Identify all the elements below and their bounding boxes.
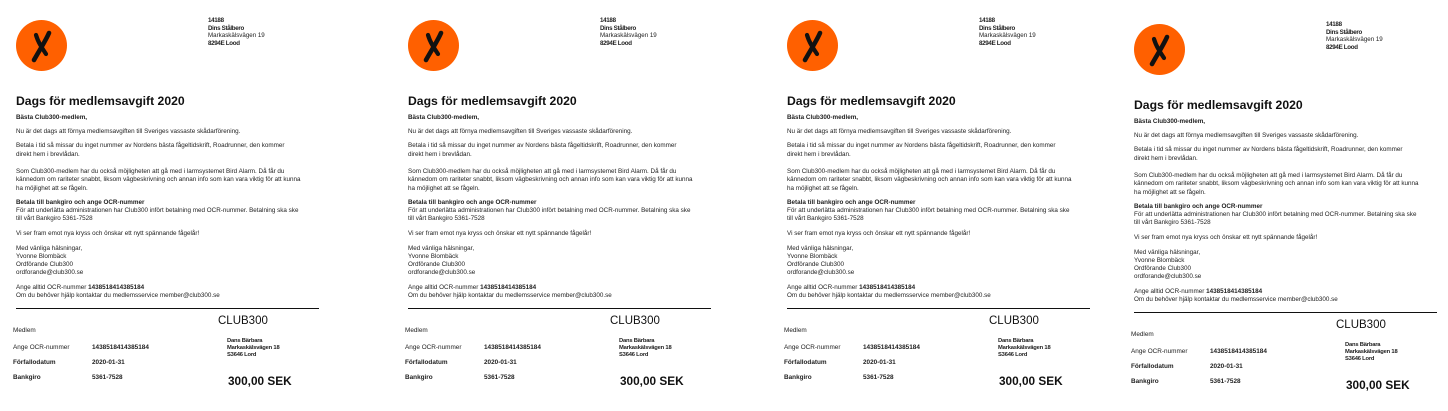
signoff: Med vänliga hälsningar, bbox=[1134, 249, 1201, 256]
paragraph-roadrunner-line2: direkt hem i brevlådan. bbox=[16, 150, 80, 158]
closing-wish: Vi ser fram emot nya kryss och önskar ett nytt spännande fågelår! bbox=[16, 230, 200, 237]
recipient-name: Dins Stålbero bbox=[208, 24, 244, 32]
recipient-address bbox=[208, 17, 265, 47]
paragraph-birdalarm-line1: Som Club300-medlem har du också möjligheten att gå med i larmsystemet Bird Alarm. Då får du bbox=[1134, 171, 1403, 179]
letter-title: Dags för medlemsavgift 2020 bbox=[787, 94, 956, 108]
letter-title: Dags för medlemsavgift 2020 bbox=[16, 94, 185, 108]
slip-due-label: Förfallodatum bbox=[405, 359, 448, 366]
slip-ocr-label: Ange OCR-nummer bbox=[784, 344, 841, 351]
slip-bankgiro-value: 5361-7528 bbox=[484, 374, 515, 381]
help-note: Om du behöver hjälp kontaktar du medlemsservice member@club300.se bbox=[16, 292, 220, 299]
slip-amount: 300,00 SEK bbox=[999, 374, 1063, 388]
help-note: Om du behöver hjälp kontaktar du medlemsservice member@club300.se bbox=[787, 292, 991, 299]
club-logo bbox=[408, 20, 459, 71]
closing-wish: Vi ser fram emot nya kryss och önskar ett nytt spännande fågelår! bbox=[1134, 234, 1318, 241]
payment-text-line2: till vårt Bankgiro 5361-7528 bbox=[16, 215, 93, 222]
signer-email: ordforande@club300.se bbox=[1134, 273, 1202, 280]
closing-wish: Vi ser fram emot nya kryss och önskar ett nytt spännande fågelår! bbox=[787, 230, 971, 237]
recipient-postal: 8294E Lood bbox=[208, 39, 240, 47]
paragraph-birdalarm-line1: Som Club300-medlem har du också möjligheten att gå med i larmsystemet Bird Alarm. Då får du bbox=[787, 167, 1056, 175]
signer-role: Ordförande Club300 bbox=[787, 261, 845, 268]
x-mark-icon bbox=[16, 20, 67, 71]
signoff: Med vänliga hälsningar, bbox=[16, 245, 83, 252]
slip-member-label: Medlem bbox=[405, 327, 428, 334]
greeting: Bästa Club300-medlem, bbox=[16, 114, 88, 121]
help-note: Om du behöver hjälp kontaktar du medlemsservice member@club300.se bbox=[408, 292, 612, 299]
recipient-id: 14188 bbox=[600, 17, 616, 24]
recipient-id: 14188 bbox=[1326, 21, 1342, 28]
slip-member-label: Medlem bbox=[784, 327, 807, 334]
signoff: Med vänliga hälsningar, bbox=[787, 245, 854, 252]
slip-bankgiro-label: Bankgiro bbox=[784, 374, 812, 381]
slip-payer-name: Dans Bärbara bbox=[227, 338, 263, 344]
payment-heading: Betala till bankgiro och ange OCR-nummer bbox=[408, 199, 537, 206]
slip-due-label: Förfallodatum bbox=[1131, 363, 1174, 370]
payment-text-line1: För att underlätta administrationen har Club300 infört betalning med OCR-nummer. Betalning ska ske bbox=[408, 207, 691, 214]
slip-member-label: Medlem bbox=[13, 327, 36, 334]
paragraph-roadrunner-line2: direkt hem i brevlådan. bbox=[408, 150, 472, 158]
signer-name: Yvonne Blombäck bbox=[1134, 257, 1185, 264]
slip-due-label: Förfallodatum bbox=[784, 359, 827, 366]
slip-org-name: CLUB300 bbox=[218, 315, 268, 327]
payment-text-line1: För att underlätta administrationen har Club300 infört betalning med OCR-nummer. Betalning ska ske bbox=[787, 207, 1070, 214]
recipient-id: 14188 bbox=[979, 17, 995, 24]
greeting: Bästa Club300-medlem, bbox=[787, 114, 859, 121]
ocr-note-label: Ange alltid OCR-nummer bbox=[408, 284, 481, 291]
paragraph-birdalarm-line3: ha möjlighet att se fågeln. bbox=[16, 184, 88, 192]
payment-text-line2: till vårt Bankgiro 5361-7528 bbox=[1134, 219, 1211, 226]
payment-heading: Betala till bankgiro och ange OCR-nummer bbox=[787, 199, 916, 206]
paragraph-renewal: Nu är det dags att förnya medlemsavgiften till Sveriges vassaste skådarförening. bbox=[787, 128, 1012, 135]
greeting: Bästa Club300-medlem, bbox=[1134, 118, 1206, 125]
club-logo bbox=[16, 20, 67, 71]
signer-name: Yvonne Blombäck bbox=[408, 253, 459, 260]
letter-page-1 bbox=[0, 0, 360, 407]
slip-ocr-label: Ange OCR-nummer bbox=[1131, 348, 1188, 355]
ocr-note bbox=[408, 284, 536, 292]
slip-ocr-label: Ange OCR-nummer bbox=[405, 344, 462, 351]
paragraph-birdalarm-line2: kännedom om rariteter snabbt, liksom vägbeskrivning och annan info som kan vara viktig för att kunna bbox=[408, 176, 693, 183]
slip-payer-postal: S3646 Lord bbox=[1345, 356, 1375, 363]
slip-org-name: CLUB300 bbox=[989, 315, 1039, 327]
payment-text-line1: För att underlätta administrationen har Club300 infört betalning med OCR-nummer. Betalning ska ske bbox=[16, 207, 299, 214]
recipient-name: Dins Stålbero bbox=[1326, 28, 1362, 36]
letter-page-3 bbox=[771, 0, 1131, 407]
recipient-address bbox=[600, 17, 657, 47]
slip-payer-name: Dans Bärbara bbox=[619, 338, 655, 344]
slip-ocr-value: 1438518414385184 bbox=[1210, 348, 1267, 355]
slip-ocr-label: Ange OCR-nummer bbox=[13, 344, 70, 351]
recipient-address bbox=[1326, 21, 1383, 51]
x-mark-icon bbox=[408, 20, 459, 71]
paragraph-birdalarm-line2: kännedom om rariteter snabbt, liksom vägbeskrivning och annan info som kan vara viktig för att kunna bbox=[1134, 180, 1419, 187]
paragraph-birdalarm-line2: kännedom om rariteter snabbt, liksom vägbeskrivning och annan info som kan vara viktig för att kunna bbox=[787, 176, 1072, 183]
signer-name: Yvonne Blombäck bbox=[787, 253, 838, 260]
paragraph-birdalarm-line3: ha möjlighet att se fågeln. bbox=[408, 184, 480, 192]
recipient-street: Markaskälsvägen 19 bbox=[1326, 36, 1383, 44]
recipient-street: Markaskälsvägen 19 bbox=[979, 32, 1036, 40]
slip-payer-address bbox=[619, 338, 671, 360]
paragraph-roadrunner-line1: Betala i tid så missar du inget nummer av Nordens bästa fågeltidskrift, Roadrunner, den kommer bbox=[1134, 146, 1403, 153]
ocr-note-value: 143851841438518​4 bbox=[88, 284, 145, 291]
recipient-postal: 8294E Lood bbox=[600, 39, 632, 47]
slip-org-name: CLUB300 bbox=[1336, 319, 1386, 331]
ocr-note-label: Ange alltid OCR-nummer bbox=[1134, 288, 1207, 295]
slip-payer-postal: S3646 Lord bbox=[227, 352, 257, 359]
slip-bankgiro-label: Bankgiro bbox=[13, 374, 41, 381]
signer-email: ordforande@club300.se bbox=[787, 269, 855, 276]
letter-page-4 bbox=[1118, 4, 1448, 411]
payment-heading: Betala till bankgiro och ange OCR-nummer bbox=[16, 199, 145, 206]
slip-payer-postal: S3646 Lord bbox=[998, 352, 1028, 359]
slip-amount: 300,00 SEK bbox=[228, 374, 292, 388]
paragraph-birdalarm-line2: kännedom om rariteter snabbt, liksom vägbeskrivning och annan info som kan vara viktig för att kunna bbox=[16, 176, 301, 183]
signer-name: Yvonne Blombäck bbox=[16, 253, 67, 260]
closing-wish: Vi ser fram emot nya kryss och önskar ett nytt spännande fågelår! bbox=[408, 230, 592, 237]
ocr-note bbox=[1134, 288, 1262, 296]
recipient-postal: 8294E Lood bbox=[979, 39, 1011, 47]
slip-payer-name: Dans Bärbara bbox=[1345, 342, 1381, 348]
x-mark-icon bbox=[1134, 24, 1185, 75]
slip-bankgiro-value: 5361-7528 bbox=[1210, 378, 1241, 385]
tear-off-divider bbox=[787, 308, 1090, 309]
slip-bankgiro-value: 5361-7528 bbox=[863, 374, 894, 381]
slip-member-label: Medlem bbox=[1131, 331, 1154, 338]
recipient-street: Markaskälsvägen 19 bbox=[600, 32, 657, 40]
payment-heading: Betala till bankgiro och ange OCR-nummer bbox=[1134, 203, 1263, 210]
paragraph-renewal: Nu är det dags att förnya medlemsavgiften till Sveriges vassaste skådarförening. bbox=[16, 128, 241, 135]
payment-text-line1: För att underlätta administrationen har Club300 infört betalning med OCR-nummer. Betalning ska ske bbox=[1134, 211, 1417, 218]
paragraph-birdalarm-line1: Som Club300-medlem har du också möjligheten att gå med i larmsystemet Bird Alarm. Då får du bbox=[408, 167, 677, 175]
signer-role: Ordförande Club300 bbox=[16, 261, 74, 268]
ocr-note-value: 143851841438518​4 bbox=[480, 284, 537, 291]
help-note: Om du behöver hjälp kontaktar du medlemsservice member@club300.se bbox=[1134, 296, 1338, 303]
paragraph-roadrunner-line2: direkt hem i brevlådan. bbox=[787, 150, 851, 158]
recipient-name: Dins Stålbero bbox=[600, 24, 636, 32]
slip-org-name: CLUB300 bbox=[610, 315, 660, 327]
slip-payer-address bbox=[998, 338, 1050, 360]
signer-role: Ordförande Club300 bbox=[408, 261, 466, 268]
signer-email: ordforande@club300.se bbox=[408, 269, 476, 276]
slip-payer-street: Markaskälsvägen 18 bbox=[619, 345, 672, 352]
slip-amount: 300,00 SEK bbox=[1346, 378, 1410, 392]
paragraph-renewal: Nu är det dags att förnya medlemsavgiften till Sveriges vassaste skådarförening. bbox=[1134, 132, 1359, 139]
ocr-note-label: Ange alltid OCR-nummer bbox=[16, 284, 89, 291]
slip-due-value: 2020-01-31 bbox=[92, 359, 125, 366]
letter-title: Dags för medlemsavgift 2020 bbox=[408, 94, 577, 108]
tear-off-divider bbox=[408, 308, 711, 309]
slip-payer-street: Markaskälsvägen 18 bbox=[227, 345, 280, 352]
slip-payer-street: Markaskälsvägen 18 bbox=[998, 345, 1051, 352]
slip-payer-address bbox=[1345, 342, 1397, 364]
club-logo bbox=[1134, 24, 1185, 75]
ocr-note-value: 143851841438518​4 bbox=[1206, 288, 1263, 295]
slip-due-value: 2020-01-31 bbox=[1210, 363, 1243, 370]
letter-page-2 bbox=[392, 0, 752, 407]
paragraph-renewal: Nu är det dags att förnya medlemsavgiften till Sveriges vassaste skådarförening. bbox=[408, 128, 633, 135]
signer-role: Ordförande Club300 bbox=[1134, 265, 1192, 272]
slip-due-label: Förfallodatum bbox=[13, 359, 56, 366]
slip-due-value: 2020-01-31 bbox=[863, 359, 896, 366]
slip-ocr-value: 1438518414385184 bbox=[863, 344, 920, 351]
slip-bankgiro-value: 5361-7528 bbox=[92, 374, 123, 381]
recipient-address bbox=[979, 17, 1036, 47]
greeting: Bästa Club300-medlem, bbox=[408, 114, 480, 121]
ocr-note-label: Ange alltid OCR-nummer bbox=[787, 284, 860, 291]
recipient-street: Markaskälsvägen 19 bbox=[208, 32, 265, 40]
slip-bankgiro-label: Bankgiro bbox=[405, 374, 433, 381]
slip-due-value: 2020-01-31 bbox=[484, 359, 517, 366]
slip-bankgiro-label: Bankgiro bbox=[1131, 378, 1159, 385]
ocr-note-value: 143851841438518​4 bbox=[859, 284, 916, 291]
ocr-note bbox=[787, 284, 915, 292]
letter-title: Dags för medlemsavgift 2020 bbox=[1134, 98, 1303, 112]
payment-text-line2: till vårt Bankgiro 5361-7528 bbox=[408, 215, 485, 222]
ocr-note bbox=[16, 284, 144, 292]
slip-ocr-value: 1438518414385184 bbox=[484, 344, 541, 351]
paragraph-birdalarm-line3: ha möjlighet att se fågeln. bbox=[1134, 188, 1206, 196]
signer-email: ordforande@club300.se bbox=[16, 269, 84, 276]
slip-payer-name: Dans Bärbara bbox=[998, 338, 1034, 344]
paragraph-roadrunner-line1: Betala i tid så missar du inget nummer av Nordens bästa fågeltidskrift, Roadrunner, den kommer bbox=[16, 142, 285, 149]
slip-payer-postal: S3646 Lord bbox=[619, 352, 649, 359]
tear-off-divider bbox=[1134, 312, 1437, 313]
paragraph-roadrunner-line2: direkt hem i brevlådan. bbox=[1134, 154, 1198, 162]
slip-payer-address bbox=[227, 338, 279, 360]
signoff: Med vänliga hälsningar, bbox=[408, 245, 475, 252]
payment-text-line2: till vårt Bankgiro 5361-7528 bbox=[787, 215, 864, 222]
slip-payer-street: Markaskälsvägen 18 bbox=[1345, 349, 1398, 356]
recipient-name: Dins Stålbero bbox=[979, 24, 1015, 32]
club-logo bbox=[787, 20, 838, 71]
recipient-postal: 8294E Lood bbox=[1326, 43, 1358, 51]
paragraph-roadrunner-line1: Betala i tid så missar du inget nummer av Nordens bästa fågeltidskrift, Roadrunner, den kommer bbox=[787, 142, 1056, 149]
paragraph-birdalarm-line3: ha möjlighet att se fågeln. bbox=[787, 184, 859, 192]
paragraph-birdalarm-line1: Som Club300-medlem har du också möjligheten att gå med i larmsystemet Bird Alarm. Då får du bbox=[16, 167, 285, 175]
paragraph-roadrunner-line1: Betala i tid så missar du inget nummer av Nordens bästa fågeltidskrift, Roadrunner, den kommer bbox=[408, 142, 677, 149]
recipient-id: 14188 bbox=[208, 17, 224, 24]
x-mark-icon bbox=[787, 20, 838, 71]
slip-amount: 300,00 SEK bbox=[620, 374, 684, 388]
tear-off-divider bbox=[16, 308, 319, 309]
slip-ocr-value: 1438518414385184 bbox=[92, 344, 149, 351]
